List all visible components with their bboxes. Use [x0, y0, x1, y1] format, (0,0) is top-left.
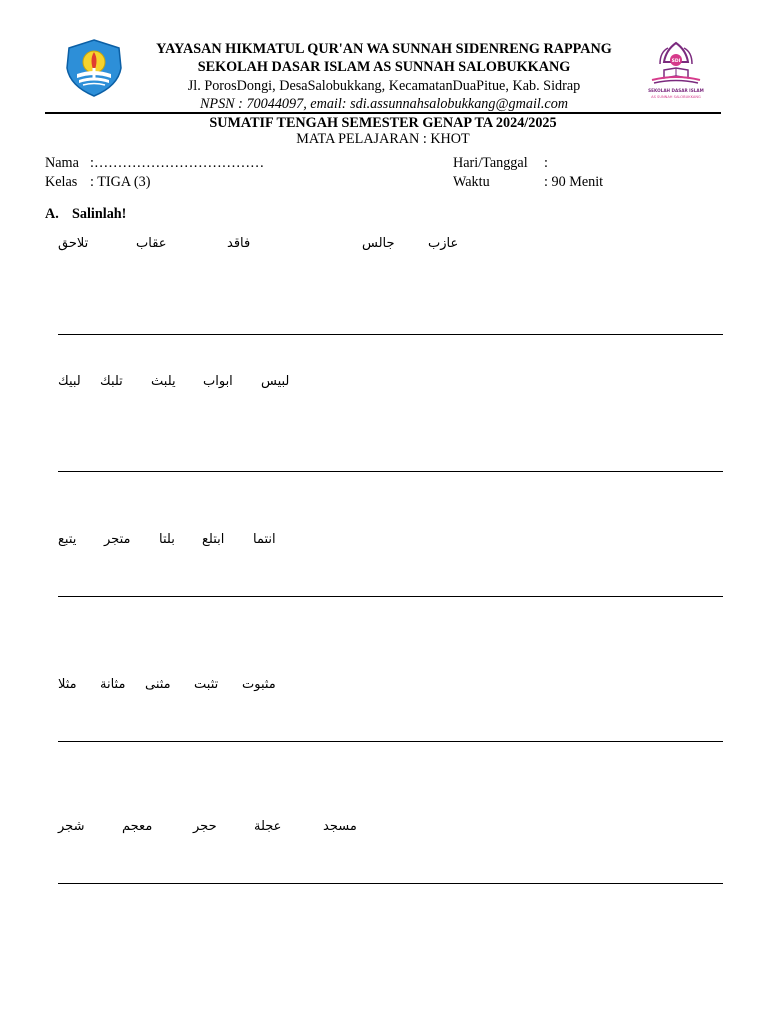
- arabic-word: مثنى: [145, 677, 171, 692]
- arabic-word: انتما: [253, 532, 276, 547]
- name-value[interactable]: :………………………………: [90, 155, 265, 171]
- arabic-word: عازب: [428, 236, 459, 251]
- arabic-word: عقاب: [136, 236, 167, 251]
- class-value: : TIGA (3): [90, 174, 151, 190]
- arabic-word: تلاحق: [58, 236, 89, 251]
- arabic-word: لبيس: [261, 374, 290, 389]
- arabic-word: عجلة: [254, 819, 282, 834]
- arabic-word: يلبث: [151, 374, 176, 389]
- arabic-word: فاقد: [227, 236, 251, 251]
- school-logo: [642, 40, 710, 102]
- writing-line[interactable]: [58, 471, 723, 472]
- writing-line[interactable]: [58, 596, 723, 597]
- arabic-word: حجر: [193, 819, 217, 834]
- time-label: Waktu: [453, 174, 490, 190]
- arabic-word: مثلا: [58, 677, 77, 692]
- arabic-word: مثبوت: [242, 677, 276, 692]
- school-contact: NPSN : 70044097, email: sdi.assunnahsalobukkang@gmail.com: [199, 96, 569, 112]
- section-letter: A.: [45, 206, 59, 222]
- logo-text-line2: AS SUNNAH SALOBUKKANG: [651, 95, 701, 99]
- name-label: Nama: [45, 155, 79, 171]
- arabic-word: ابتلع: [202, 532, 225, 547]
- school-address: Jl. PorosDongi, DesaSalobukkang, KecamatanDuaPitue, Kab. Sidrap: [187, 78, 581, 94]
- arabic-word: شجر: [58, 819, 85, 834]
- arabic-word: لبيك: [58, 374, 81, 389]
- tut-wuri-handayani-logo: [63, 38, 125, 98]
- class-label: Kelas: [45, 174, 78, 190]
- logo-text-line1: SEKOLAH DASAR ISLAM: [648, 88, 704, 93]
- arabic-word: متجر: [104, 532, 131, 547]
- arabic-word: مثانة: [100, 677, 126, 692]
- time-value: : 90 Menit: [544, 174, 604, 190]
- arabic-word: بلتا: [159, 532, 175, 547]
- arabic-word: تثبت: [194, 677, 219, 692]
- arabic-word: ابواب: [203, 374, 233, 389]
- arabic-word: جالس: [362, 236, 395, 251]
- foundation-name: YAYASAN HIKMATUL QUR'AN WA SUNNAH SIDENRENG RAPPANG: [156, 41, 612, 57]
- exam-subject: MATA PELAJARAN : KHOT: [296, 131, 470, 147]
- exam-title: SUMATIF TENGAH SEMESTER GENAP TA 2024/2025: [209, 115, 557, 131]
- date-label: Hari/Tanggal: [453, 155, 528, 171]
- section-heading: [45, 206, 126, 223]
- arabic-word: يتبع: [58, 532, 77, 547]
- date-value[interactable]: :: [544, 155, 548, 171]
- school-name: SEKOLAH DASAR ISLAM AS SUNNAH SALOBUKKANG: [197, 59, 571, 75]
- logo-badge-text: SDI: [671, 59, 681, 64]
- arabic-word: معجم: [122, 819, 153, 834]
- section-instruction: Salinlah!: [72, 206, 127, 222]
- writing-line[interactable]: [58, 883, 723, 884]
- letterhead-divider: [45, 112, 721, 114]
- arabic-word: مسجد: [323, 819, 357, 834]
- arabic-word: تلبك: [100, 374, 123, 389]
- writing-line[interactable]: [58, 334, 723, 335]
- writing-line[interactable]: [58, 741, 723, 742]
